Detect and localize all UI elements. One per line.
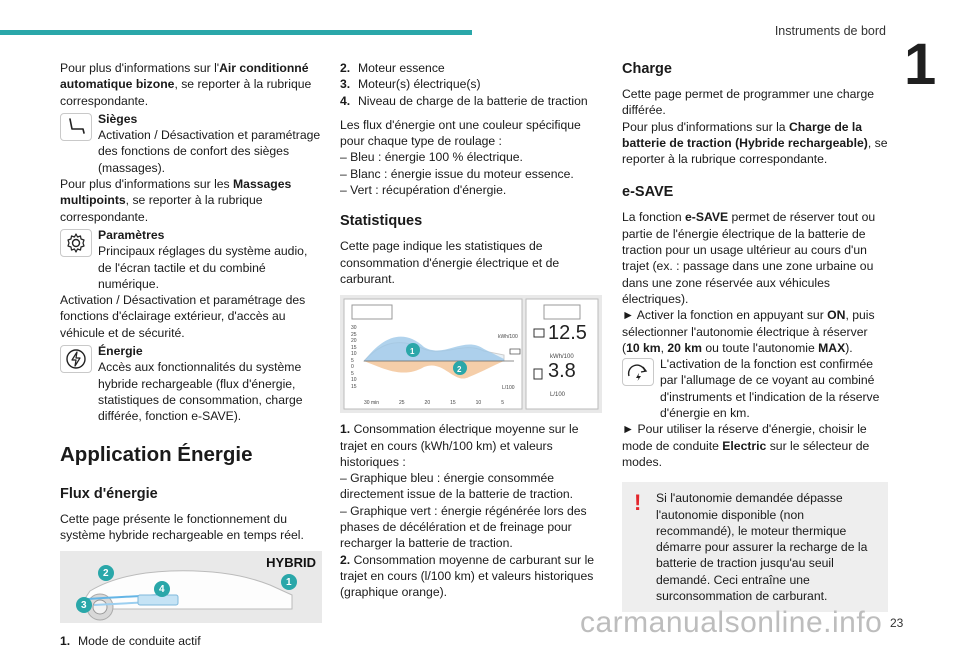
page-number: 23 [890, 616, 904, 630]
desc-1-green: – Graphique vert : énergie régénérée lors des phases de décélération et de freinage pour recharger la batterie de traction. [340, 503, 587, 551]
x-axis-ticks: 30 min 25 20 15 10 5 [364, 400, 504, 407]
desc-1: 1. Consommation électrique moyenne sur le trajet en cours (kWh/100 km) et valeurs historiques : [340, 422, 579, 469]
color-white: – Blanc : énergie issue du moteur essence. [340, 166, 574, 181]
desc-2: 2. Consommation moyenne de carburant sur le trajet en cours (l/100 km) et valeurs historiques (graphique orange). [340, 552, 595, 600]
color-blue: – Bleu : énergie 100 % électrique. [340, 150, 523, 165]
warning-text: Si l'autonomie demandée dépasse l'autonomie disponible (non recommandé), le moteur thermique démarre pour assurer la recharge de la batterie de traction jusqu'au seuil demandé. Ceci entraîne une surconsommation de carburant. [656, 491, 868, 604]
hybrid-label: HYBRID [266, 555, 316, 571]
energy-entry: Énergie Accès aux fonctionnalités du système hybride rechargeable (flux d'énergie, statistiques de consommation, charge différée, fonction e-SAVE). [60, 343, 322, 424]
esave-indicator-entry: L'activation de la fonction est confirmée par l'allumage de ce voyant au combiné d'instruments et l'indication de la réserve d'énergie en km. [622, 356, 888, 421]
energy-icon [60, 345, 92, 373]
fuel-consumption-value: 3.8 [548, 360, 576, 383]
unit-bottom-label: L/100 [502, 385, 515, 392]
colors-intro: Les flux d'énergie ont une couleur spécifique pour chaque type de roulage : [340, 117, 581, 149]
color-green: – Vert : récupération d'énergie. [340, 183, 507, 198]
settings-text-2: Activation / Désactivation et paramétrage des fonctions d'éclairage extérieur, d'accès au véhicule et de sécurité. [60, 293, 306, 340]
y-axis-ticks: 30 25 20 15 10 5 0 5 10 15 [351, 325, 357, 390]
esave-text: La fonction e-SAVE permet de réserver tout ou partie de l'énergie électrique de la batterie de traction pour un usage ultérieur au cours d'un trajet (ex. : passage dans une zone urbaine ou dans une zone réservée aux véhicules électriques). [622, 210, 876, 306]
warning-box [622, 482, 888, 612]
callout-2: 2 [103, 568, 109, 580]
charge-more: Pour plus d'informations sur la Charge de la batterie de traction (Hybride rechargeable), se reporter à la rubrique correspondante. [622, 119, 888, 167]
energy-flow-text: Cette page présente le fonctionnement du système hybride rechargeable en temps réel. [60, 511, 304, 542]
aircon-paragraph: Pour plus d'informations sur l'Air conditionné automatique bizone, se reporter à la rubrique correspondante. [60, 61, 312, 108]
app-energy-heading: Application Énergie [60, 442, 253, 466]
section-title: Instruments de bord [774, 24, 886, 38]
esave-heading: e-SAVE [622, 184, 674, 201]
settings-entry: Paramètres Principaux réglages du système audio, de l'écran tactile et du combiné numérique. [60, 227, 322, 292]
charge-heading: Charge [622, 61, 672, 77]
callout-4: 4 [159, 584, 165, 596]
list-item: 4. Niveau de charge de la batterie de traction [340, 93, 588, 108]
chart-callout-1: 1 [410, 347, 415, 357]
statistics-text: Cette page indique les statistiques de consommation d'énergie électrique et de carburant. [340, 239, 560, 286]
energy-flow-heading: Flux d'énergie [60, 485, 158, 502]
statistics-heading: Statistiques [340, 213, 423, 230]
column-2 [340, 60, 602, 601]
callout-1: 1 [286, 577, 292, 589]
statistics-figure [340, 295, 602, 413]
list-item: 2. Moteur essence [340, 61, 445, 75]
warning-icon: ! [634, 490, 642, 516]
chart-callout-2: 2 [457, 365, 462, 375]
callout-3: 3 [81, 600, 87, 612]
electric-consumption-unit: kWh/100 [550, 354, 574, 361]
esave-indicator-icon [622, 358, 654, 386]
hybrid-flow-figure [60, 551, 322, 623]
gear-icon [60, 229, 92, 257]
list-item: 1. Mode de conduite actif [60, 634, 201, 649]
desc-1-blue: – Graphique bleu : énergie consommée directement issue de la batterie de traction. [340, 471, 574, 502]
seat-icon [60, 113, 92, 141]
numbered-list [340, 60, 602, 109]
column-1 [60, 60, 322, 649]
list-item: 3. Moteur(s) électrique(s) [340, 77, 481, 92]
column-3 [622, 60, 888, 612]
seats-more: Pour plus d'informations sur les Massages multipoints, se reporter à la rubrique correspondante. [60, 177, 292, 224]
esave-step-1: ► Activer la fonction en appuyant sur ON, puis sélectionner l'autonomie électrique à réserver (10 km, 20 km ou toute l'autonomie MAX). [622, 308, 875, 355]
esave-step-2: ► Pour utiliser la réserve d'énergie, choisir le mode de conduite Electric sur le sélecteur de modes. [622, 422, 870, 469]
charge-text: Cette page permet de programmer une charge différée. [622, 87, 875, 118]
header-accent-bar [0, 30, 472, 35]
electric-consumption-value: 12.5 [548, 322, 587, 345]
unit-top-label: kWh/100 [498, 334, 518, 341]
fuel-consumption-unit: L/100 [550, 392, 566, 399]
seats-entry: Sièges Activation / Désactivation et paramétrage des fonctions de confort des sièges (massages). [60, 111, 322, 176]
chapter-number: 1 [904, 32, 937, 97]
watermark: carmanualsonline.info [580, 606, 883, 639]
